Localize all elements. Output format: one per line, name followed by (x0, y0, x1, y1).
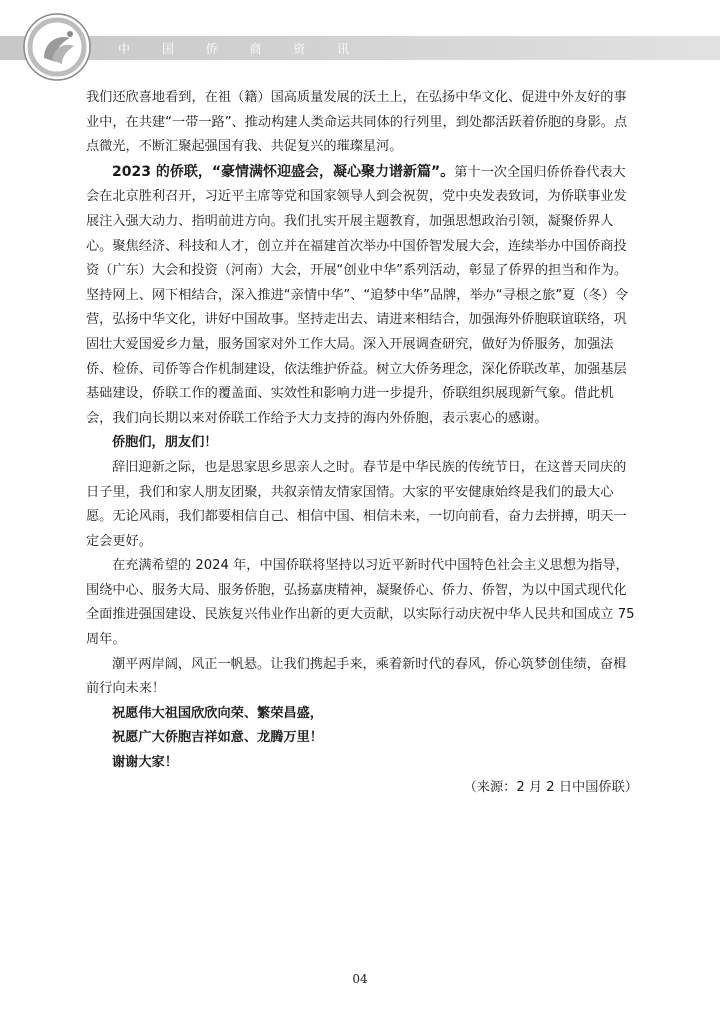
paragraph: 我们还欣喜地看到，在祖（籍）国高质量发展的沃土上，在弘扬中华文化、促进中外友好的事业中，在共建“一带一路”、推动构建人类命运共同体的行列里，到处都活跃着侨胞的身影。点点微光，不断汇聚起强国有我、共促复兴的璀璨星河。 (86, 90, 628, 155)
logo-icon (14, 12, 100, 82)
closing-line: 谢谢大家！ (112, 755, 178, 771)
paragraph: 在充满希望的 2024 年，中国侨联将坚持以习近平新时代中国特色社会主义思想为指导，围绕中心、服务大局、服务侨胞，弘扬嘉庚精神，凝聚侨心、侨力、侨智，为以中国式现代化全面推进强国建设、民族复兴伟业作出新的更大贡献，以实际行动庆祝中华人民共和国成立 75 周年。 (86, 558, 635, 648)
paragraph: 潮平两岸阔，风正一帆悬。让我们携起手来，乘着新时代的春风，侨心筑梦创佳绩，奋楫前行向未来！ (86, 656, 627, 697)
paragraph-lead: 2023 的侨联，“豪情满怀迎盛会，凝心聚力谱新篇”。 (112, 163, 455, 180)
article-body (86, 86, 638, 800)
closing-line: 祝愿广大侨胞吉祥如意、龙腾万里！ (112, 730, 323, 746)
header-title: 中 国 侨 商 资 讯 (118, 42, 364, 56)
source-note: （来源：2 月 2 日中国侨联） (463, 779, 638, 795)
paragraph-text: 第十一次全国归侨侨眷代表大会在北京胜利召开，习近平主席等党和国家领导人到会祝贺，党中央发表致词，为侨联事业发展注入强大动力、指明前进方向。我们扎实开展主题教育，加强思想政治引领，凝聚侨界人心。聚焦经济、科技和人才，创立并在福建首次举办中国侨智发展大会，连续举办中国侨商投资（广东）大会和投资（河南）大会，开展“创业中华”系列活动，彰显了侨界的担当和作为。坚持网上、网下相结合，深入推进“亲情中华”、“追梦中华”品牌，举办“寻根之旅”夏（冬）令营，弘扬中华文化，讲好中国故事。坚持走出去、请进来相结合，加强海外侨胞联谊联络，巩固壮大爱国爱乡力量，服务国家对外工作大局。深入开展调查研究，做好为侨服务，加强法侨、检侨、司侨等合作机制建设，依法维护侨益。树立大侨务理念，深化侨联改革，加强基层基础建设，侨联工作的覆盖面、实效性和影响力进一步提升，侨联组织展现新气象。借此机会，我们向长期以来对侨联工作给予大力支持的海内外侨胞，表示衷心的感谢。 (86, 164, 629, 426)
paragraph (86, 160, 638, 432)
page-number: 04 (352, 972, 368, 986)
salutation: 侨胞们，朋友们！ (112, 435, 218, 451)
closing-line: 祝愿伟大祖国欣欣向荣、繁荣昌盛， (112, 705, 323, 721)
paragraph: 辞旧迎新之际，也是思家思乡思亲人之时。春节是中华民族的传统节日，在这普天同庆的日子里，我们和家人朋友团聚，共叙亲情友情家国情。大家的平安健康始终是我们的最大心愿。无论风雨，我们都要相信自己、相信中国、相信未来，一切向前看，奋力去拼搏，明天一定会更好。 (86, 459, 627, 549)
